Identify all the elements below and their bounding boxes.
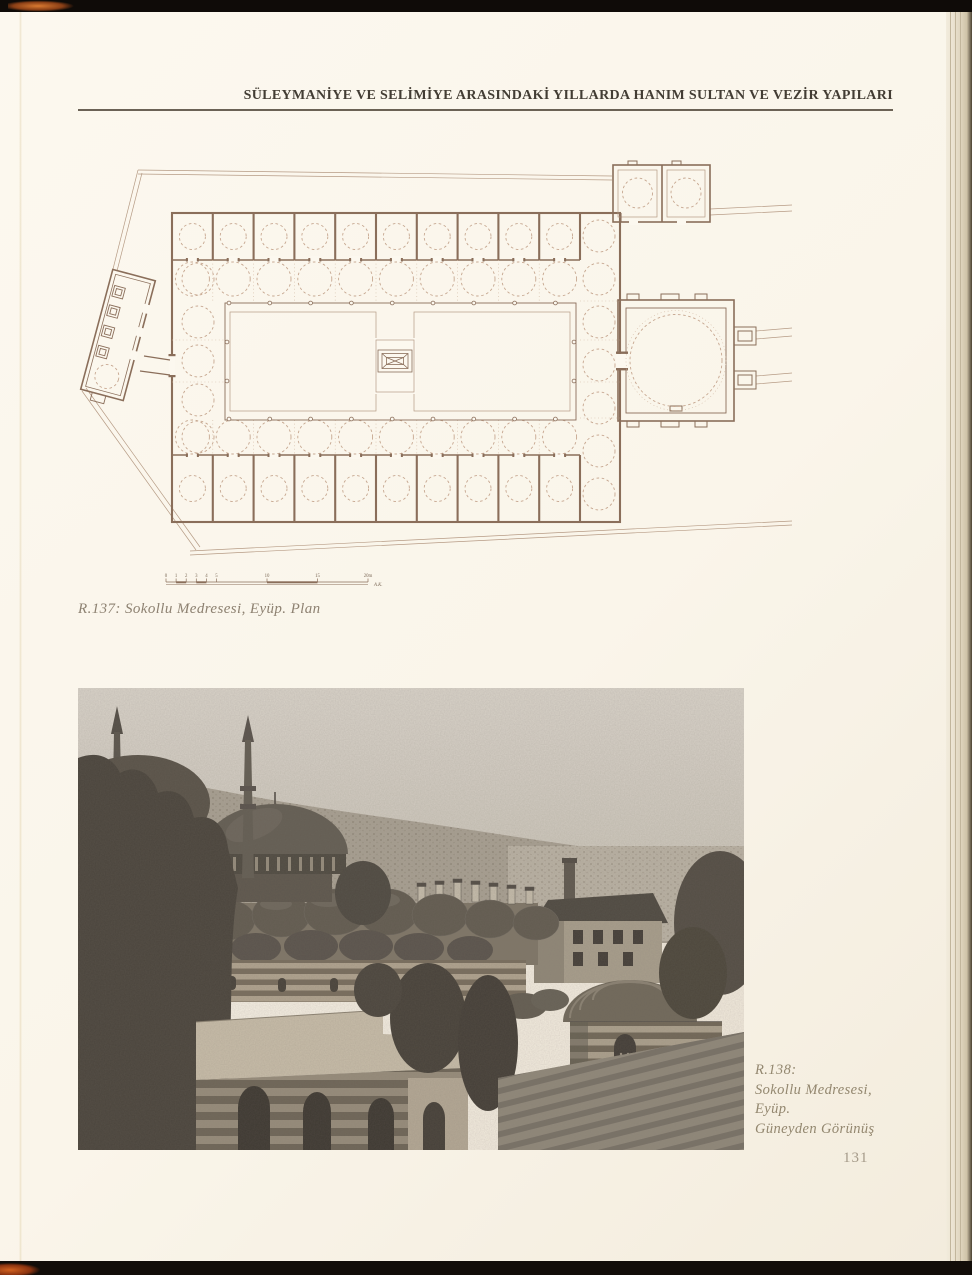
page-crease [19,12,22,1262]
scale-tick-label: 2 [184,574,188,579]
photo-caption-line: Eyüp. [755,1101,791,1117]
figure-plan [78,150,798,590]
plan-boundary-lines [82,170,792,555]
photo-caption-line: Güneyden Görünüş [755,1120,875,1137]
scale-tick-label: 4 [205,574,208,579]
page-edge-line [950,12,951,1261]
draughtsman-initials: A.K. [374,583,383,588]
stacked-page-edges [946,12,972,1261]
page-edge-line [955,12,956,1261]
photo-caption-line: R.138: [755,1062,797,1078]
scanner-edge-bottom [0,1261,972,1275]
plan-dershane-hall [616,294,756,427]
scan-light-leak-top [8,0,98,12]
scale-tick-label: 15 [315,574,320,579]
scale-tick-label: 3 [195,574,198,579]
sepia-cast [78,688,744,1150]
photo-sokollu-medresesi [78,688,744,1150]
plan-connecting-passage [140,356,170,375]
plan-annex-rooms [613,161,710,225]
photo-caption [755,1061,875,1139]
scanner-edge-top [0,0,972,12]
figure-photo [78,688,744,1150]
photo-caption-line: Sokollu Medresesi, [755,1081,872,1098]
plan-courtyard [225,301,576,421]
plan-scale-bar [165,574,383,588]
scale-tick-label: 1 [174,574,178,579]
scan-light-leak-bottom [0,1261,70,1275]
scale-tick-label: 10 [264,574,270,579]
scale-tick-label: 20m [363,574,373,579]
scale-tick-label: 5 [215,574,218,579]
running-header: SÜLEYMANİYE VE SELİMİYE ARASINDAKİ YILLARDA HANIM SULTAN VE VEZİR YAPILARI [78,88,893,111]
page-number: 131 [843,1150,869,1166]
page-edge-line [960,12,961,1261]
scale-tick-label: 0 [164,574,168,579]
plan-drawing [78,150,798,590]
plan-caption: R.137: Sokollu Medresesi, Eyüp. Plan [78,601,321,617]
plan-latrine-annex [79,269,158,408]
